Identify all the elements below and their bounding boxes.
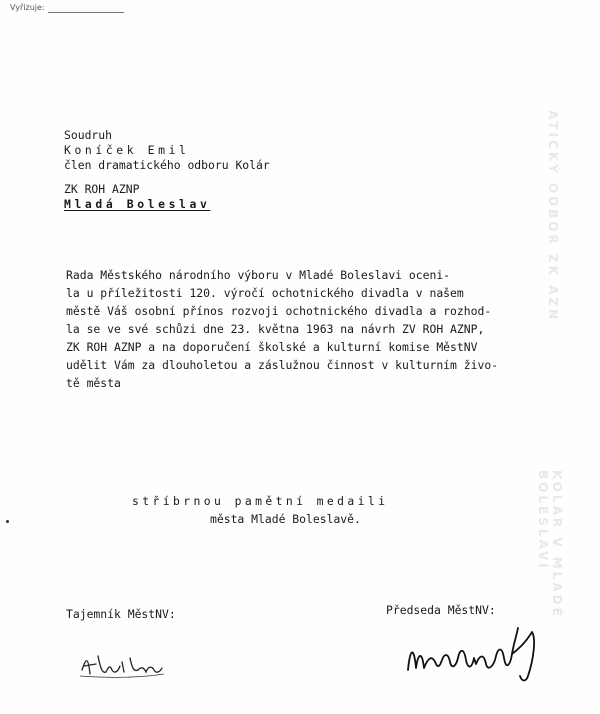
chairman-label: Předseda MěstNV: <box>386 603 496 617</box>
vyrizuje-label: Vyřizuje: <box>10 3 45 12</box>
addressee-salutation: Soudruh <box>64 128 113 142</box>
body-line: Rada Městského národního výboru v Mladé Boleslavi oceni- <box>66 268 451 282</box>
secretary-signature <box>78 648 168 682</box>
award-city: města Mladé Boleslavě. <box>210 512 361 526</box>
body-line: udělit Vám za dlouholetou a záslužnou činnost v kulturním živo- <box>66 358 499 372</box>
body-line: ZK ROH AZNP a na doporučení školské a kulturní komise MěstNV <box>66 340 478 354</box>
bleed-through-stamp-lower: KOLÁR V MLADÉ BOLESLAVI <box>536 470 564 619</box>
chairman-signature <box>402 618 552 688</box>
addressee-role: člen dramatického odboru Kolár <box>64 158 270 172</box>
award-title: stříbrnou pamětní medaili <box>132 494 389 508</box>
margin-dot <box>6 520 9 523</box>
body-line: městě Váš osobní přínos rozvoji ochotnického divadla a rozhod- <box>66 304 492 318</box>
addressee-city: Mladá Boleslav <box>64 197 211 211</box>
secretary-label: Tajemník MěstNV: <box>66 607 176 621</box>
body-line: la u příležitosti 120. výročí ochotnického divadla v našem <box>66 286 464 300</box>
body-line: la se ve své schůzi dne 23. května 1963 na návrh ZV ROH AZNP, <box>66 322 485 336</box>
bleed-through-stamp: ATICKÝ ODBOR ZK AZN <box>546 110 560 323</box>
addressee-name: Koníček Emil <box>64 143 190 157</box>
vyrizuje-underline <box>48 12 124 13</box>
addressee-organization: ZK ROH AZNP <box>64 182 140 196</box>
body-line: tě města <box>66 376 121 390</box>
